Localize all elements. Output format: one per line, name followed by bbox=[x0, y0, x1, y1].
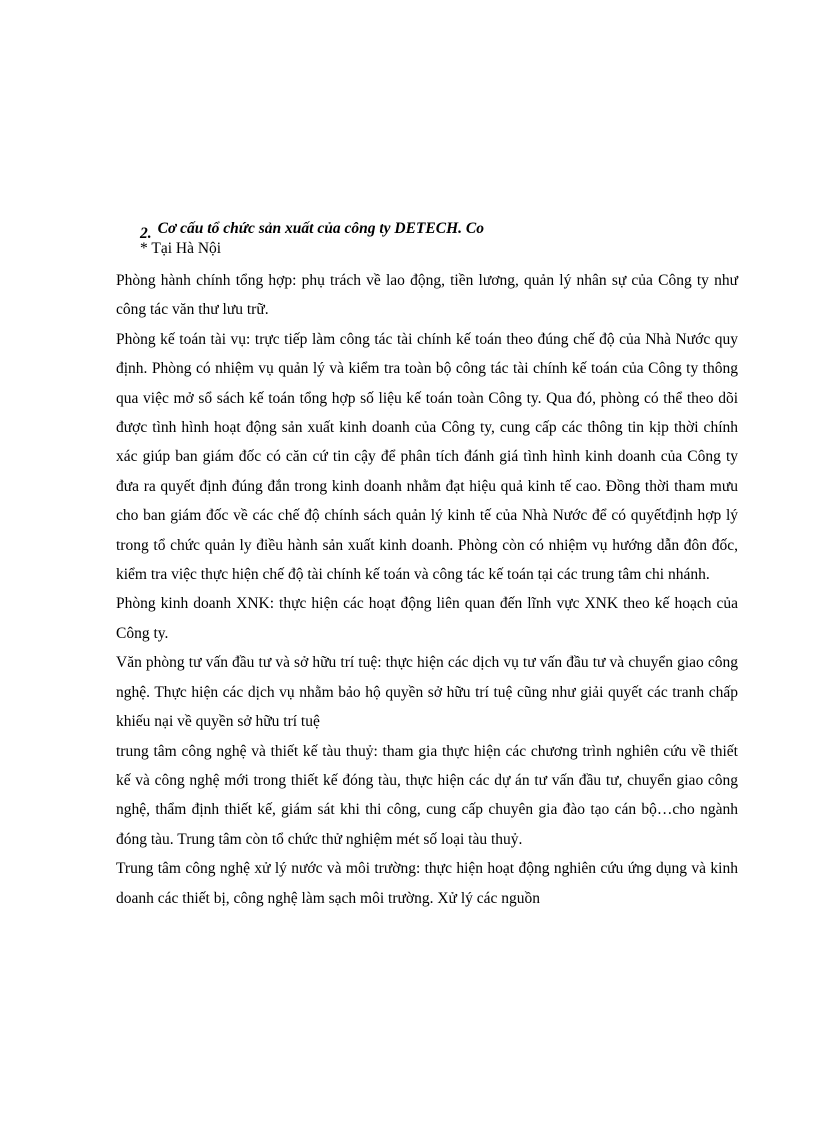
paragraph-general-admin: Phòng hành chính tổng hợp: phụ trách về lao động, tiền lương, quản lý nhân sự của Công ty như công tác văn thư lưu trữ. bbox=[116, 272, 738, 319]
paragraph-accounting: Phòng kế toán tài vụ: trực tiếp làm công tác tài chính kế toán theo đúng chế độ của Nhà Nước quy định. Phòng có nhiệm vụ quản lý và kiểm tra toàn bộ công tác tài chính kế toán của Công ty thông qua việc mở sổ sách kế toán tổng hợp số liệu kế toán toàn Công ty. Qua đó, phòng có thể theo dõi được tình hình hoạt động sản xuất kinh doanh của Công ty, cung cấp các thông tin kịp thời chính xác giúp ban giám đốc có căn cứ tin cậy để phân tích đánh giá tình hình kinh doanh của Công ty đưa ra quyết định đúng đắn trong kinh doanh nhằm đạt hiệu quả kinh tế cao. Đồng thời tham mưu cho ban giám đốc về các chế độ chính sách quản lý kinh tế của Nhà Nước để có quyếtđịnh hợp lý trong tổ chức quản ly điều hành sản xuất kinh doanh. Phòng còn có nhiệm vụ hướng dẫn đôn đốc, kiểm tra việc thực hiện chế độ tài chính kế toán và công tác kế toán tại các trung tâm chi nhánh. bbox=[116, 330, 738, 584]
paragraph-water-environment: Trung tâm công nghệ xử lý nước và môi trường: thực hiện hoạt động nghiên cứu ứng dụng và kinh doanh các thiết bị, công nghệ làm sạch môi trường. Xử lý các nguồn bbox=[116, 860, 738, 907]
paragraph-shipbuilding-center: trung tâm công nghệ và thiết kế tàu thuỷ: tham gia thực hiện các chương trình nghiên cứu về thiết kế và công nghệ mới trong thiết kế đóng tàu, thực hiện các dự án tư vấn đầu tư, chuyển giao công nghệ, thẩm định thiết kế, giám sát khi thi công, cung cấp chuyên gia đào tạo cán bộ…cho ngành đóng tàu. Trung tâm còn tổ chức thử nghiệm mét số loại tàu thuỷ. bbox=[116, 742, 738, 848]
section-title: Cơ cấu tổ chức sản xuất của công ty DETECH. Co bbox=[157, 220, 484, 237]
location-label: * Tại Hà Nội bbox=[140, 240, 222, 257]
paragraph-investment-ip: Văn phòng tư vấn đầu tư và sở hữu trí tuệ: thực hiện các dịch vụ tư vấn đầu tư và chuyển giao công nghệ. Thực hiện các dịch vụ nhằm bảo hộ quyền sở hữu trí tuệ cũng như giải quyết các tranh chấp khiếu nại về quyền sở hữu trí tuệ bbox=[116, 654, 738, 731]
section-number: 2. bbox=[140, 225, 152, 242]
body-text bbox=[116, 266, 738, 913]
paragraph-import-export: Phòng kinh doanh XNK: thực hiện các hoạt động liên quan đến lĩnh vực XNK theo kế hoạch của Công ty. bbox=[116, 595, 738, 642]
section-heading bbox=[140, 220, 484, 242]
